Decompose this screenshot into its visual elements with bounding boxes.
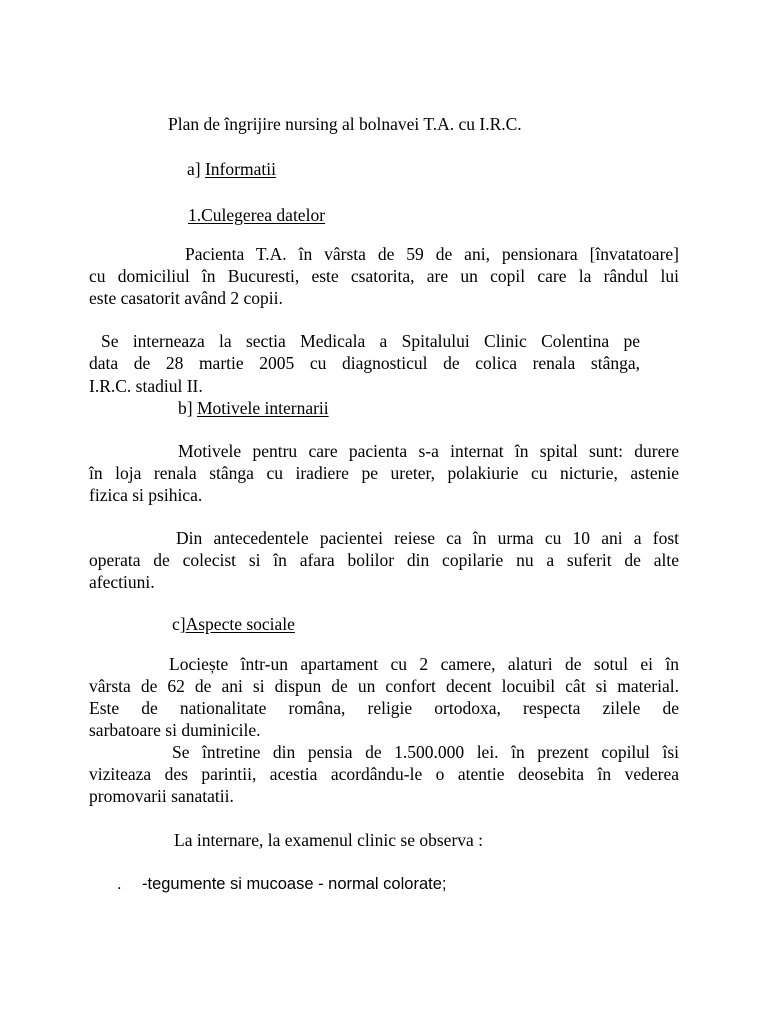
paragraph-line: Motivele pentru care pacienta s-a internat în spital sunt: durere xyxy=(178,441,679,461)
paragraph-line: I.R.C. stadiul II. xyxy=(89,376,203,396)
paragraph-line: Din antecedentele pacientei reiese ca în urma cu 10 ani a fost xyxy=(176,528,679,548)
paragraph-line: Lociește într-un apartament cu 2 camere, alaturi de sotul ei în xyxy=(169,654,679,674)
section-a-prefix: a] xyxy=(187,159,201,179)
section-a-heading xyxy=(187,158,276,180)
subsection-1-heading: 1.Culegerea datelor xyxy=(188,205,326,225)
paragraph-line: Este de nationalitate româna, religie ortodoxa, respecta zilele de xyxy=(89,698,679,718)
paragraph-line: vârsta de 62 de ani si dispun de un confort decent locuibil cât si material. xyxy=(89,676,679,696)
paragraph-line: viziteaza des parintii, acestia acordându-le o atentie deosebita în vederea xyxy=(89,764,679,784)
paragraph-line: este casatorit având 2 copii. xyxy=(89,288,283,308)
section-b-heading xyxy=(178,397,329,419)
list-item: -tegumente si mucoase - normal colorate; xyxy=(142,875,447,893)
paragraph-exam-intro: La internare, la examenul clinic se observa : xyxy=(174,830,484,850)
paragraph-line: în loja renala stânga cu iradiere pe ureter, polakiurie cu nicturie, astenie xyxy=(89,463,679,483)
paragraph-line: promovarii sanatatii. xyxy=(89,786,234,806)
paragraph-line: operata de colecist si în afara bolilor din copilarie nu a suferit de alte xyxy=(89,550,679,570)
paragraph-line: sarbatoare si duminicile. xyxy=(89,720,261,740)
paragraph-line: cu domiciliul în Bucuresti, este csatorita, are un copil care la rândul lui xyxy=(89,266,679,286)
section-a-title: Informatii xyxy=(204,159,276,179)
paragraph-line: afectiuni. xyxy=(89,572,155,592)
section-b-prefix: b] xyxy=(178,398,193,418)
section-b-title: Motivele internarii xyxy=(196,398,329,418)
paragraph-line: Pacienta T.A. în vârsta de 59 de ani, pensionara [învatatoare] xyxy=(185,244,679,264)
section-c-heading xyxy=(172,613,295,635)
list-bullet: . xyxy=(117,875,122,893)
paragraph-line: Se întretine din pensia de 1.500.000 lei. în prezent copilul îsi xyxy=(172,742,679,762)
section-c-title: Aspecte sociale xyxy=(185,614,295,634)
paragraph-line: data de 28 martie 2005 cu diagnosticul de colica renala stânga, xyxy=(89,353,640,373)
document-title: Plan de îngrijire nursing al bolnavei T.A. cu I.R.C. xyxy=(168,114,522,134)
paragraph-line: Se interneaza la sectia Medicala a Spitalului Clinic Colentina pe xyxy=(101,331,640,351)
section-c-prefix: c] xyxy=(172,614,186,634)
paragraph-line: fizica si psihica. xyxy=(89,485,203,505)
